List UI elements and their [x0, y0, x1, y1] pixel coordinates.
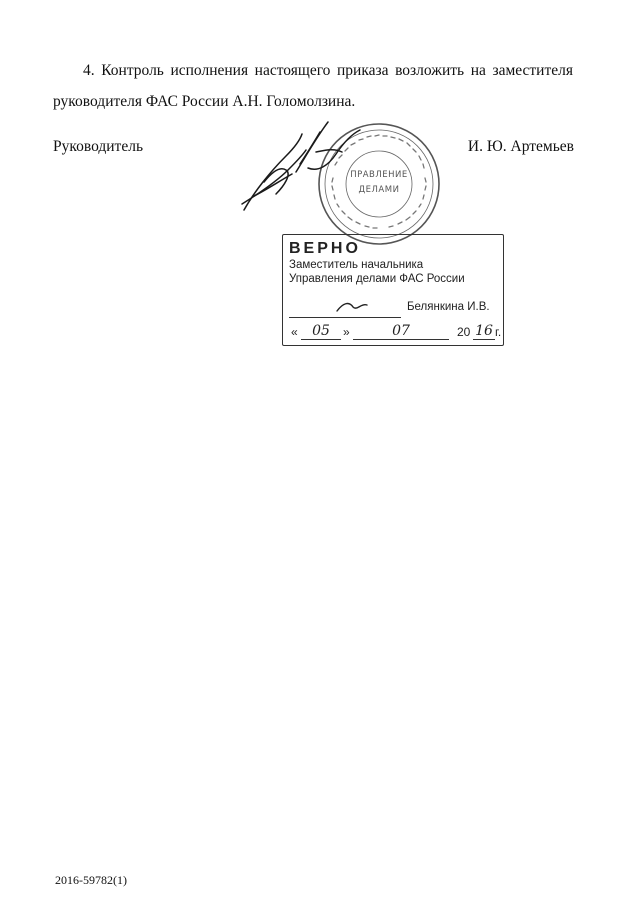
signature-name: И. Ю. Артемьев — [467, 138, 574, 155]
document-id: 2016-59782(1) — [55, 873, 127, 887]
stamp-signature-mark — [335, 297, 371, 315]
order-paragraph: 4. Контроль исполнения настоящего приказа возложить на заместителя руководителя ФАС России А.Н. Голомолзина. — [53, 62, 573, 110]
date-month: 07 — [353, 323, 449, 340]
date-open-quote: « — [291, 325, 298, 339]
date-suffix: г. — [495, 325, 502, 339]
stamp-signature-line — [289, 317, 401, 318]
seal-center-line-2: ДЕЛАМИ — [358, 185, 400, 195]
stamp-title: ВЕРНО — [289, 240, 361, 257]
certification-stamp — [282, 234, 504, 346]
handwritten-signature — [236, 112, 366, 222]
stamp-position-line-1: Заместитель начальника — [289, 259, 424, 271]
date-year-suffix: 16 — [473, 323, 495, 340]
date-close-quote: » — [343, 325, 350, 339]
date-year-prefix: 20 — [457, 325, 471, 339]
date-day: 05 — [301, 323, 341, 340]
stamp-signer-name: Белянкина И.В. — [407, 301, 490, 313]
signature-role: Руководитель — [53, 138, 144, 155]
stamp-position-line-2: Управления делами ФАС России — [289, 273, 465, 285]
seal-center-line-1: ПРАВЛЕНИЕ — [350, 170, 408, 180]
stamp-date — [289, 323, 502, 341]
